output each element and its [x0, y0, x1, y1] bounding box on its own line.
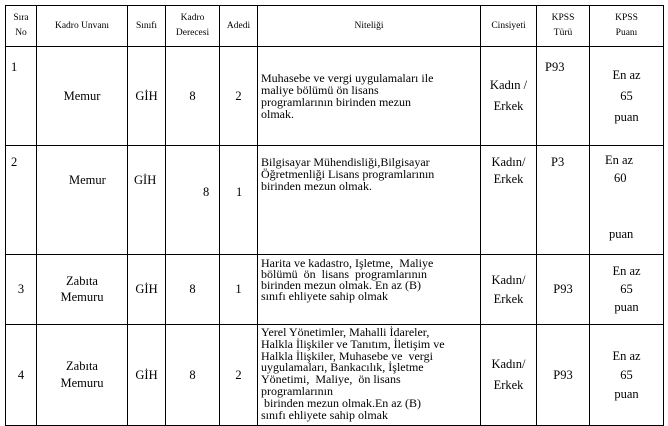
unvan-line: Memur	[69, 173, 106, 187]
header-sira-line2: No	[15, 28, 27, 38]
adet-value: 2	[235, 367, 242, 382]
cinsiyet-line: Kadın/	[491, 155, 526, 169]
header-kadro-derecesi	[166, 6, 220, 47]
cell-kpss-turu	[537, 146, 590, 255]
derece-value: 8	[189, 282, 196, 296]
cell-kpss-puani	[590, 47, 664, 146]
nitelik-line: uygulamaları, Bankacılık, İşletme	[261, 360, 424, 375]
cell-cinsiyet	[481, 325, 537, 426]
derece-value: 8	[203, 185, 210, 199]
nitelik-line: birinden mezun olmak. En az (B)	[261, 278, 421, 292]
nitelik-line: sınıfı ehliyete sahip olmak	[261, 289, 388, 303]
header-derece-line1: Kadro	[180, 13, 205, 23]
header-kpss-turu	[537, 6, 590, 47]
sinif-value: GİH	[135, 282, 158, 296]
cell-unvan	[37, 255, 128, 325]
cinsiyet-line: Erkek	[493, 172, 524, 186]
puan-line: 60	[614, 171, 627, 185]
header-row	[6, 6, 664, 47]
unvan-line: Memur	[63, 88, 101, 103]
puan-line: 65	[620, 88, 633, 103]
unvan-line: Zabıta	[66, 274, 98, 288]
cell-unvan	[37, 47, 128, 146]
cell-derece	[166, 255, 220, 325]
puan-line: En az	[612, 67, 641, 82]
cell-sinif	[128, 47, 166, 146]
puan-line: 65	[620, 282, 633, 296]
nitelik-line: Halkla İlişkiler, Muhasebe ve vergi	[261, 348, 433, 363]
sinif-value: GİH	[134, 173, 157, 187]
nitelik-line: Yerel Yönetimler, Mahalli İdareler,	[261, 325, 430, 339]
cell-no	[6, 47, 37, 146]
cell-derece	[166, 325, 220, 426]
cell-unvan	[37, 146, 128, 255]
sinif-value: GİH	[135, 88, 158, 103]
nitelik-line: programlarının birinden mezun	[261, 95, 411, 109]
kpss-turu-value: P3	[551, 155, 565, 169]
nitelik-line: Halkla İlişkiler ve Tanıtım, İletişim ve	[261, 336, 445, 351]
cell-adet	[220, 146, 258, 255]
cell-derece	[166, 146, 220, 255]
table-row	[6, 146, 664, 255]
header-adedi: Adedi	[220, 6, 258, 47]
cinsiyet-line: Erkek	[493, 99, 524, 113]
unvan-line: Zabıta	[66, 359, 98, 373]
cell-cinsiyet	[481, 255, 537, 325]
cell-kpss-puani	[590, 325, 664, 426]
nitelik-line: maliye bölümü ön lisans	[261, 83, 379, 97]
header-sira-line1: Sıra	[13, 13, 29, 23]
puan-line: puan	[609, 227, 634, 241]
header-kpss-puani	[590, 6, 664, 47]
nitelik-line: sınıfı ehliyete sahip olmak	[261, 407, 388, 422]
cell-kpss-turu	[537, 255, 590, 325]
puan-line: puan	[614, 300, 639, 314]
cell-unvan	[37, 325, 128, 426]
row-no: 3	[17, 282, 25, 296]
adet-value: 1	[235, 282, 242, 296]
cell-nitelik	[258, 325, 481, 426]
cell-no	[6, 325, 37, 426]
cell-kpss-puani	[590, 146, 664, 255]
cell-adet	[220, 255, 258, 325]
table-row	[6, 255, 664, 325]
kpss-turu-value: P93	[553, 282, 573, 296]
nitelik-line: programlarının	[261, 383, 333, 398]
nitelik-line: Yönetimi, Maliye, ön lisans	[261, 372, 401, 387]
cinsiyet-line: Erkek	[493, 291, 524, 306]
cell-nitelik	[258, 47, 481, 146]
cell-derece	[166, 47, 220, 146]
nitelik-line: birinden mezun olmak.En az (B)	[261, 395, 421, 410]
puan-line: puan	[614, 109, 639, 124]
header-kpss-turu-line2: Türü	[553, 28, 573, 38]
cell-cinsiyet	[481, 47, 537, 146]
nitelik-line: Harita ve kadastro, Işletme, Maliye	[261, 256, 434, 270]
nitelik-line: Muhasebe ve vergi uygulamaları ile	[261, 71, 434, 85]
position-table	[5, 5, 664, 426]
row-no: 1	[11, 60, 18, 74]
nitelik-line: olmak.	[261, 107, 294, 121]
nitelik-line: Bilgisayar Mühendisliği,Bilgisayar	[261, 155, 430, 169]
cell-sinif	[128, 325, 166, 426]
table-row	[6, 325, 664, 426]
cinsiyet-line: Kadın/	[491, 272, 526, 287]
cell-kpss-puani	[590, 255, 664, 325]
cell-cinsiyet	[481, 146, 537, 255]
adet-value: 1	[236, 185, 243, 199]
cell-adet	[220, 325, 258, 426]
nitelik-line: birinden mezun olmak.	[261, 179, 372, 193]
cinsiyet-line: Kadın/	[491, 357, 526, 371]
unvan-line: Memuru	[60, 290, 104, 304]
nitelik-line: Öğretmenliği Lisans programlarının	[261, 167, 435, 181]
cinsiyet-line: Kadın /	[489, 78, 528, 92]
row-no: 2	[11, 155, 18, 169]
cell-nitelik	[258, 146, 481, 255]
puan-line: En az	[605, 153, 634, 167]
puan-line: En az	[612, 264, 641, 278]
header-kpss-puani-line1: KPSS	[615, 13, 638, 23]
cell-no	[6, 146, 37, 255]
header-kpss-turu-line1: KPSS	[551, 13, 575, 23]
header-sinifi: Sınıfı	[128, 6, 166, 47]
kpss-turu-value: P93	[553, 367, 573, 382]
adet-value: 2	[235, 88, 242, 103]
cell-sinif	[128, 255, 166, 325]
cell-adet	[220, 47, 258, 146]
unvan-line: Memuru	[60, 376, 104, 390]
cinsiyet-line: Erkek	[493, 378, 524, 392]
puan-line: 65	[620, 367, 633, 382]
puan-line: puan	[614, 386, 639, 401]
header-cinsiyeti: Cinsiyeti	[481, 6, 537, 47]
cell-nitelik	[258, 255, 481, 325]
header-derece-line2: Derecesi	[175, 28, 210, 38]
cell-kpss-turu	[537, 325, 590, 426]
puan-line: En az	[612, 348, 641, 363]
header-niteligi: Niteliği	[258, 6, 481, 47]
cell-sinif	[128, 146, 166, 255]
table-row	[6, 47, 664, 146]
job-listing-document	[5, 5, 663, 422]
header-kpss-puani-line2: Puanı	[615, 28, 638, 38]
header-kadro-unvani: Kadro Unvanı	[37, 6, 128, 47]
header-sira-no	[6, 6, 37, 47]
kpss-turu-value: P93	[545, 60, 565, 74]
cell-kpss-turu	[537, 47, 590, 146]
row-no: 4	[17, 367, 25, 382]
derece-value: 8	[189, 367, 196, 382]
cell-no	[6, 255, 37, 325]
sinif-value: GİH	[135, 367, 158, 382]
derece-value: 8	[189, 88, 196, 103]
nitelik-line: bölümü ön lisans programlarının	[261, 267, 427, 281]
